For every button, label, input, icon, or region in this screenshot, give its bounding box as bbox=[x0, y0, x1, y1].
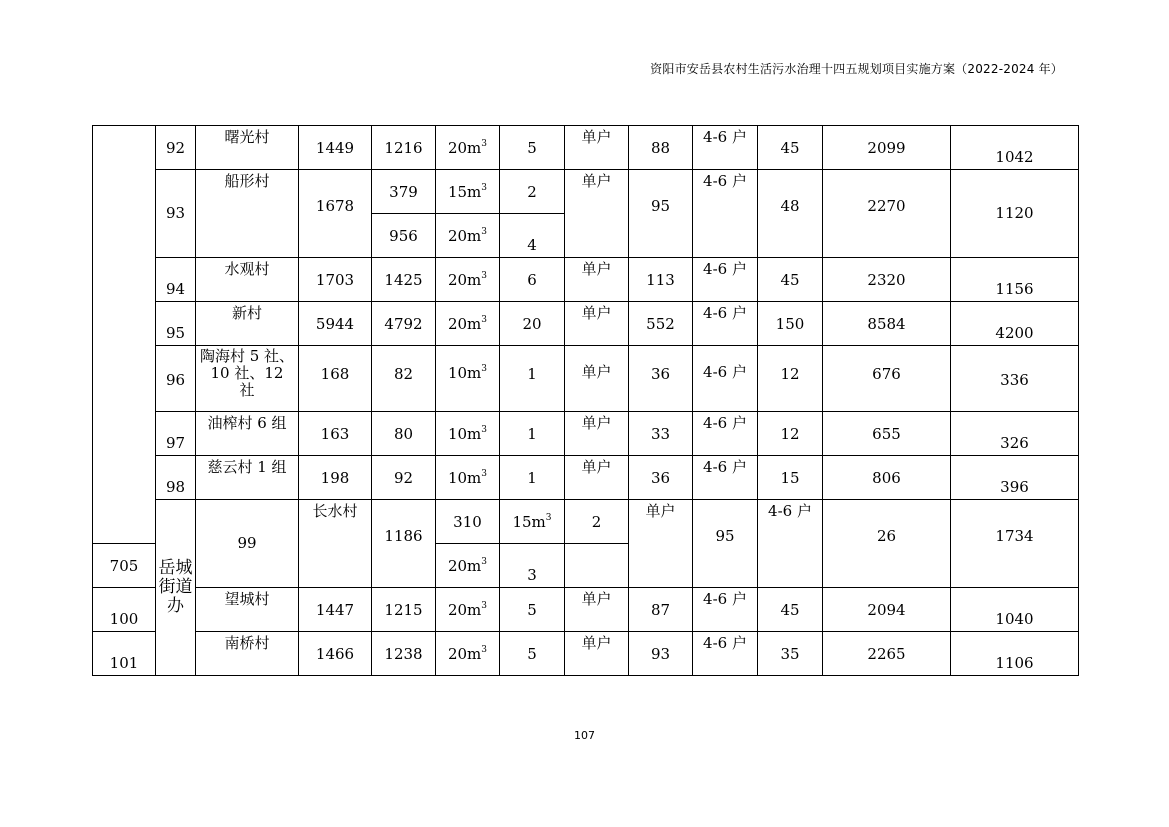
population: 1678 bbox=[299, 170, 372, 258]
served-population: 1216 bbox=[372, 126, 436, 170]
facility-count: 3 bbox=[500, 544, 565, 588]
village-name: 油榨村 6 组 bbox=[196, 412, 299, 456]
total: 2265 bbox=[823, 632, 951, 676]
households: 552 bbox=[629, 302, 693, 346]
superscript: 3 bbox=[481, 425, 488, 435]
treatment-type: 单户 bbox=[565, 456, 629, 500]
superscript: 3 bbox=[481, 601, 488, 611]
table-row bbox=[93, 632, 1079, 676]
village-name: 慈云村 1 组 bbox=[196, 456, 299, 500]
treatment-type: 单户 bbox=[565, 170, 629, 258]
households: 36 bbox=[629, 346, 693, 412]
facility-count: 1 bbox=[500, 346, 565, 412]
investment: 4200 bbox=[951, 302, 1079, 346]
households: 113 bbox=[629, 258, 693, 302]
row-number: 96 bbox=[156, 346, 196, 412]
unit-count: 45 bbox=[758, 126, 823, 170]
investment: 1042 bbox=[951, 126, 1079, 170]
served-population: 82 bbox=[372, 346, 436, 412]
scale: 4-6 户 bbox=[693, 126, 758, 170]
row-number: 92 bbox=[156, 126, 196, 170]
treatment-type: 单户 bbox=[565, 412, 629, 456]
total: 2094 bbox=[823, 588, 951, 632]
capacity: $15m^3$ bbox=[500, 500, 565, 544]
households: 88 bbox=[629, 126, 693, 170]
superscript: 3 bbox=[545, 513, 552, 523]
treatment-type: 单户 bbox=[565, 632, 629, 676]
population: 198 bbox=[299, 456, 372, 500]
capacity: $10m^3$ bbox=[436, 346, 500, 412]
table-row bbox=[93, 500, 1079, 544]
investment: 396 bbox=[951, 456, 1079, 500]
population: 1186 bbox=[372, 500, 436, 588]
households: 87 bbox=[629, 588, 693, 632]
households: 95 bbox=[693, 500, 758, 588]
village-name: 望城村 bbox=[196, 588, 299, 632]
treatment-type: 单户 bbox=[565, 346, 629, 412]
population: 1466 bbox=[299, 632, 372, 676]
scale: 4-6 户 bbox=[693, 346, 758, 412]
population: 1703 bbox=[299, 258, 372, 302]
district-cell-blank bbox=[93, 126, 156, 544]
households: 95 bbox=[629, 170, 693, 258]
total: 8584 bbox=[823, 302, 951, 346]
total: 806 bbox=[823, 456, 951, 500]
scale: 4-6 户 bbox=[693, 170, 758, 258]
investment: 1156 bbox=[951, 258, 1079, 302]
total: 2320 bbox=[823, 258, 951, 302]
unit-count: 26 bbox=[823, 500, 951, 588]
row-number: 97 bbox=[156, 412, 196, 456]
table-row bbox=[93, 412, 1079, 456]
village-name: 曙光村 bbox=[196, 126, 299, 170]
facility-count: 5 bbox=[500, 588, 565, 632]
treatment-type: 单户 bbox=[629, 500, 693, 588]
scale: 4-6 户 bbox=[693, 258, 758, 302]
total: 2099 bbox=[823, 126, 951, 170]
total: 1734 bbox=[951, 500, 1079, 588]
investment: 1040 bbox=[951, 588, 1079, 632]
served-population: 310 bbox=[436, 500, 500, 544]
superscript: 3 bbox=[481, 469, 488, 479]
treatment-type: 单户 bbox=[565, 258, 629, 302]
superscript: 3 bbox=[481, 645, 488, 655]
village-sewage-table bbox=[92, 125, 1079, 676]
superscript: 3 bbox=[481, 227, 488, 237]
served-population: 92 bbox=[372, 456, 436, 500]
facility-count: 5 bbox=[500, 632, 565, 676]
village-name: 水观村 bbox=[196, 258, 299, 302]
total: 2270 bbox=[823, 170, 951, 258]
row-number: 98 bbox=[156, 456, 196, 500]
table-row bbox=[93, 302, 1079, 346]
row-number: 99 bbox=[196, 500, 299, 588]
scale: 4-6 户 bbox=[693, 632, 758, 676]
facility-count: 6 bbox=[500, 258, 565, 302]
unit-count: 12 bbox=[758, 412, 823, 456]
row-number: 94 bbox=[156, 258, 196, 302]
village-name: 船形村 bbox=[196, 170, 299, 258]
facility-count: 2 bbox=[500, 170, 565, 214]
scale: 4-6 户 bbox=[693, 412, 758, 456]
unit-count: 12 bbox=[758, 346, 823, 412]
row-number: 100 bbox=[93, 588, 156, 632]
unit-count: 15 bbox=[758, 456, 823, 500]
capacity: $15m^3$ bbox=[436, 170, 500, 214]
served-population: 4792 bbox=[372, 302, 436, 346]
capacity: $20m^3$ bbox=[436, 258, 500, 302]
scale: 4-6 户 bbox=[693, 302, 758, 346]
capacity: $20m^3$ bbox=[436, 126, 500, 170]
table-row bbox=[93, 170, 1079, 214]
total: 676 bbox=[823, 346, 951, 412]
investment: 336 bbox=[951, 346, 1079, 412]
served-population: 379 bbox=[372, 170, 436, 214]
table-row bbox=[93, 258, 1079, 302]
scale: 4-6 户 bbox=[693, 588, 758, 632]
facility-count: 2 bbox=[565, 500, 629, 544]
row-number: 95 bbox=[156, 302, 196, 346]
scale: 4-6 户 bbox=[758, 500, 823, 588]
superscript: 3 bbox=[481, 271, 488, 281]
superscript: 3 bbox=[481, 139, 488, 149]
unit-count: 45 bbox=[758, 258, 823, 302]
unit-count: 48 bbox=[758, 170, 823, 258]
households: 33 bbox=[629, 412, 693, 456]
table-row bbox=[93, 126, 1079, 170]
households: 36 bbox=[629, 456, 693, 500]
unit-count: 45 bbox=[758, 588, 823, 632]
village-name: 长水村 bbox=[299, 500, 372, 588]
capacity: $10m^3$ bbox=[436, 412, 500, 456]
table-row bbox=[93, 346, 1079, 412]
population: 168 bbox=[299, 346, 372, 412]
served-population: 705 bbox=[93, 544, 156, 588]
treatment-type: 单户 bbox=[565, 588, 629, 632]
investment: 1120 bbox=[951, 170, 1079, 258]
capacity: $20m^3$ bbox=[436, 214, 500, 258]
population: 163 bbox=[299, 412, 372, 456]
served-population: 1215 bbox=[372, 588, 436, 632]
superscript: 3 bbox=[481, 363, 488, 374]
row-number: 93 bbox=[156, 170, 196, 258]
village-name: 南桥村 bbox=[196, 632, 299, 676]
document-header: 资阳市安岳县农村生活污水治理十四五规划项目实施方案（2022-2024 年） bbox=[650, 62, 1063, 76]
capacity: $10m^3$ bbox=[436, 456, 500, 500]
total: 655 bbox=[823, 412, 951, 456]
village-name: 新村 bbox=[196, 302, 299, 346]
population: 5944 bbox=[299, 302, 372, 346]
village-name: 陶海村 5 社、 10 社、12 社 bbox=[196, 346, 299, 412]
scale: 4-6 户 bbox=[693, 456, 758, 500]
facility-count: 1 bbox=[500, 456, 565, 500]
treatment-type: 单户 bbox=[565, 126, 629, 170]
served-population: 1425 bbox=[372, 258, 436, 302]
district-label: 岳城 街道 办 bbox=[156, 500, 196, 676]
facility-count: 20 bbox=[500, 302, 565, 346]
population: 1449 bbox=[299, 126, 372, 170]
households: 93 bbox=[629, 632, 693, 676]
served-population: 1238 bbox=[372, 632, 436, 676]
superscript: 3 bbox=[481, 557, 488, 567]
superscript: 3 bbox=[481, 183, 488, 193]
table-row bbox=[93, 588, 1079, 632]
superscript: 3 bbox=[481, 315, 488, 325]
capacity: $20m^3$ bbox=[436, 544, 500, 588]
treatment-type: 单户 bbox=[565, 302, 629, 346]
facility-count: 5 bbox=[500, 126, 565, 170]
facility-count: 1 bbox=[500, 412, 565, 456]
facility-count: 4 bbox=[500, 214, 565, 258]
served-population: 80 bbox=[372, 412, 436, 456]
row-number: 101 bbox=[93, 632, 156, 676]
capacity: $20m^3$ bbox=[436, 632, 500, 676]
unit-count: 35 bbox=[758, 632, 823, 676]
investment: 326 bbox=[951, 412, 1079, 456]
capacity: $20m^3$ bbox=[436, 588, 500, 632]
table-row bbox=[93, 456, 1079, 500]
population: 1447 bbox=[299, 588, 372, 632]
page-number: 107 bbox=[574, 729, 595, 742]
served-population: 956 bbox=[372, 214, 436, 258]
investment: 1106 bbox=[951, 632, 1079, 676]
unit-count: 150 bbox=[758, 302, 823, 346]
capacity: $20m^3$ bbox=[436, 302, 500, 346]
